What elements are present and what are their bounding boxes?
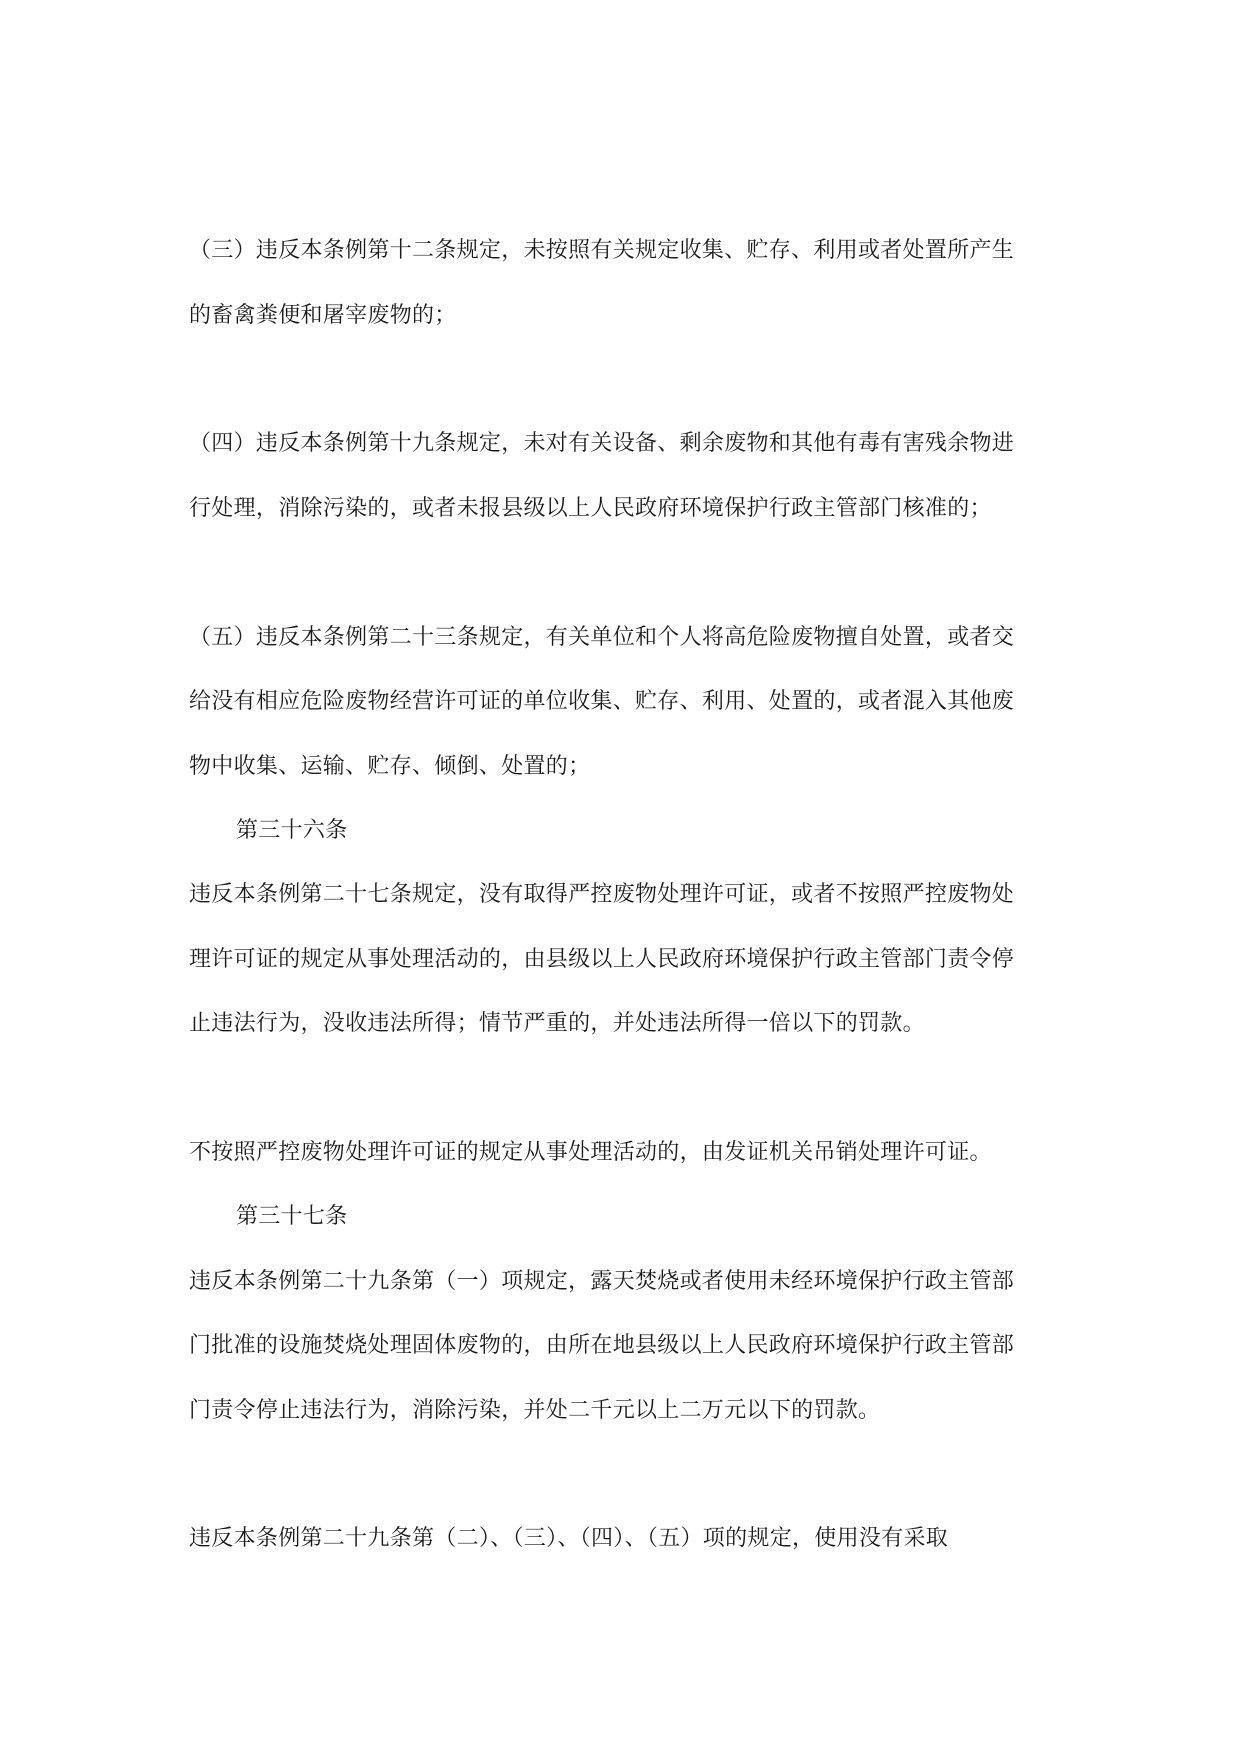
- paragraph-line: 违反本条例第二十九条第（二）、（三）、（四）、（五）项的规定，使用没有采取: [189, 1526, 949, 1551]
- paragraph-line: （三）违反本条例第十二条规定，未按照有关规定收集、贮存、利用或者处置所产生: [189, 238, 1015, 263]
- paragraph-line: 违反本条例第二十七条规定，没有取得严控废物处理许可证，或者不按照严控废物处: [189, 882, 1015, 907]
- paragraph-line: 给没有相应危险废物经营许可证的单位收集、贮存、利用、处置的，或者混入其他废: [189, 689, 1015, 714]
- paragraph-line: 违反本条例第二十九条第（一）项规定，露天焚烧或者使用未经环境保护行政主管部: [189, 1269, 1015, 1294]
- paragraph-line: 理许可证的规定从事处理活动的，由县级以上人民政府环境保护行政主管部门责令停: [189, 947, 1015, 972]
- paragraph-line: 行处理，消除污染的，或者未报县级以上人民政府环境保护行政主管部门核准的；: [189, 496, 992, 521]
- paragraph-line: 的畜禽粪便和屠宰废物的；: [189, 303, 457, 328]
- paragraph-line: 门责令停止违法行为，消除污染，并处二千元以上二万元以下的罚款。: [189, 1398, 881, 1423]
- paragraph-line: 物中收集、运输、贮存、倾倒、处置的；: [189, 754, 591, 779]
- paragraph-line: 门批准的设施焚烧处理固体废物的，由所在地县级以上人民政府环境保护行政主管部: [189, 1333, 1015, 1358]
- paragraph-line: 不按照严控废物处理许可证的规定从事处理活动的，由发证机关吊销处理许可证。: [189, 1140, 992, 1165]
- article-heading: 第三十六条: [236, 818, 348, 843]
- paragraph-line: 止违法行为，没收违法所得；情节严重的，并处违法所得一倍以下的罚款。: [189, 1011, 925, 1036]
- article-heading: 第三十七条: [236, 1204, 348, 1229]
- paragraph-line: （四）违反本条例第十九条规定，未对有关设备、剩余废物和其他有毒有害残余物进: [189, 431, 1015, 456]
- paragraph-line: （五）违反本条例第二十三条规定，有关单位和个人将高危险废物擅自处置，或者交: [189, 625, 1015, 650]
